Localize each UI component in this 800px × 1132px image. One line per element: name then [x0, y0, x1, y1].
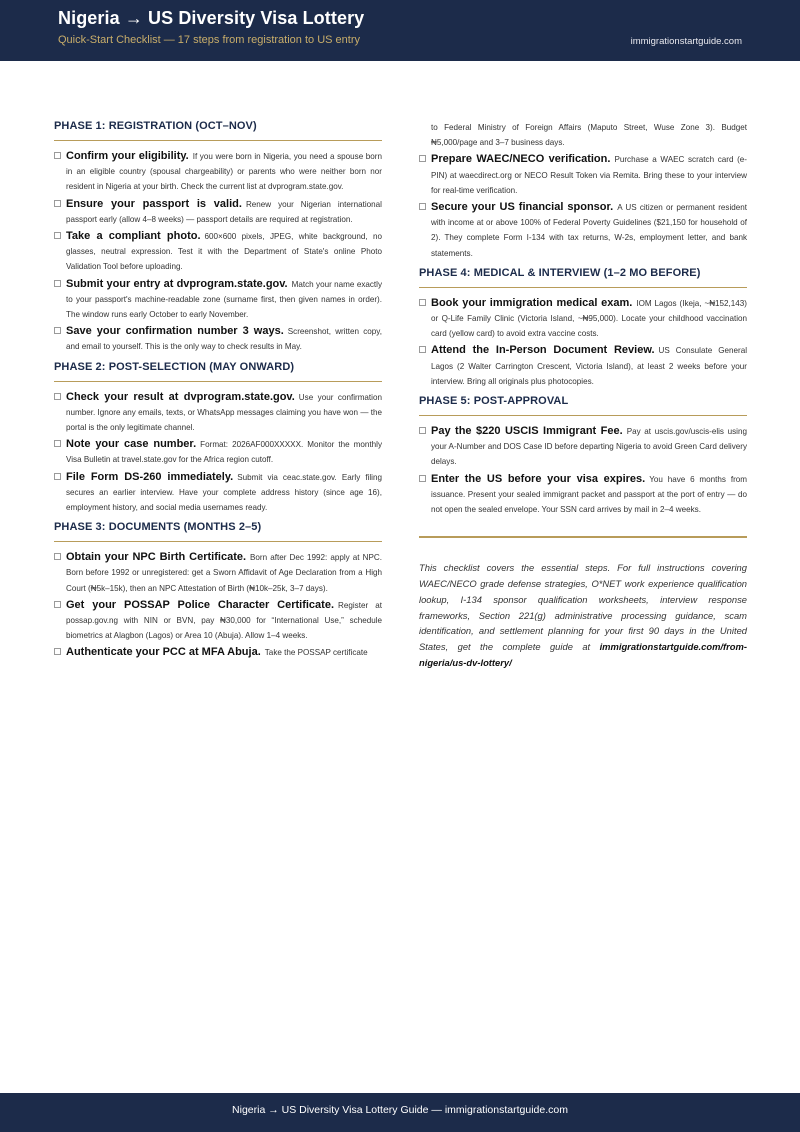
item-text: Take the POSSAP certificate	[264, 648, 368, 658]
divider	[419, 536, 747, 538]
item-title: Book your immigration medical exam.	[431, 296, 633, 309]
page-footer: Nigeria → US Diversity Visa Lottery Guide — immigrationstartguide.com	[0, 1093, 800, 1132]
checklist-item	[54, 149, 382, 195]
checklist-item	[54, 550, 382, 596]
note-text: This checklist covers the essential steps. For full instructions covering WAEC/NECO grade defense strategies, O*NET work experience qualification lookup, I-134 sponsor qualification worksheets, interview response frameworks, Section 221(g) administrative processing guidance, scam identification, and settlement planning for your first 90 days in the United States, get the complete guide at	[419, 562, 747, 653]
checkbox[interactable]	[54, 648, 61, 655]
item-text: Born after Dec 1992: apply at NPC. Born before 1992 or unregistered: get a Sworn Affidavit of Age Declaration from a High Court (₦5k–15k), then an NPC Attestation of Birth (₦10k–25k, 3–7 days).	[66, 553, 382, 593]
checklist-item	[419, 343, 747, 389]
phase-1-heading: PHASE 1: REGISTRATION (OCT–NOV)	[54, 120, 382, 141]
item-title: Take a compliant photo.	[66, 230, 201, 243]
item-text: Match your name exactly to your passport's machine-readable zone (surname first, then given names in order). The window runs early October to early November.	[66, 279, 383, 320]
checkbox[interactable]	[54, 280, 61, 287]
checklist-item	[54, 390, 382, 436]
left-column	[54, 118, 382, 663]
item-text: Register at possap.gov.ng with NIN or BVN, pay ₦30,000 for “International Use,” schedule biometrics at Alagbon (Lagos) or Area 10 (Abuja). Allow 1–4 weeks.	[66, 600, 383, 641]
site-link[interactable]: immigrationstartguide.com	[630, 36, 742, 47]
checkbox[interactable]	[54, 553, 61, 560]
checklist-item	[419, 296, 747, 342]
checkbox[interactable]	[419, 299, 426, 306]
checklist-item	[419, 200, 747, 261]
item-title: Secure your US financial sponsor.	[431, 201, 614, 214]
checklist-item	[419, 472, 747, 518]
item-text: 600×600 pixels, JPEG, white background, no glasses, neutral expression. Test it with the Department of State's online Photo Validation Tool before uploading.	[66, 232, 382, 272]
closing-note	[419, 560, 747, 671]
item-title: Get your POSSAP Police Character Certificate.	[66, 598, 335, 611]
checklist-item	[54, 437, 382, 467]
item-text: US Consulate General Lagos (2 Walter Carrington Crescent, Victoria Island), at least 2 weeks before your interview. Bring all originals plus photocopies.	[431, 346, 747, 386]
item-text: Pay at uscis.gov/uscis-elis using your A-Number and DOS Case ID before departing Nigeria to avoid Green Card delivery delays.	[431, 427, 747, 467]
item-text: Use your confirmation number. Ignore any emails, texts, or WhatsApp messages claiming you have won — the portal is the only legitimate channel.	[66, 392, 382, 433]
item-text: A US citizen or permanent resident with income at or above 100% of Federal Poverty Guidelines ($21,150 for household of 2). They complete Form I-134 with tax returns, W-2s, employment letter, and bank statements.	[431, 203, 747, 258]
checkbox[interactable]	[54, 440, 61, 447]
checklist-item	[54, 470, 382, 516]
checkbox[interactable]	[419, 475, 426, 482]
phase-3-heading: PHASE 3: DOCUMENTS (MONTHS 2–5)	[54, 521, 382, 542]
checkbox[interactable]	[54, 601, 61, 608]
item-title: Pay the $220 USCIS Immigrant Fee.	[431, 425, 623, 438]
checkbox[interactable]	[419, 427, 426, 434]
item-title: Ensure your passport is valid.	[66, 197, 242, 210]
checkbox[interactable]	[419, 155, 426, 162]
checkbox[interactable]	[54, 232, 61, 239]
checklist-item	[54, 645, 382, 660]
checkbox[interactable]	[419, 203, 426, 210]
right-column	[419, 120, 747, 671]
item-text: You have 6 months from issuance. Present your sealed immigrant packet and passport at the port of entry — do not open the sealed envelope. Your SSN card arrives by mail in 2–4 weeks.	[431, 474, 748, 515]
checkbox[interactable]	[54, 393, 61, 400]
checkbox[interactable]	[54, 327, 61, 334]
checklist-item	[54, 229, 382, 275]
item-title: Submit your entry at dvprogram.state.gov.	[66, 277, 288, 290]
item-text: IOM Lagos (Ikeja, ~₦152,143) or Q-Life Family Clinic (Victoria Island, ~₦95,000). Locate your childhood vaccination card (yellow card) to avoid extra vaccine costs.	[431, 298, 747, 339]
item-title: Attend the In-Person Document Review.	[431, 344, 655, 357]
checkbox[interactable]	[54, 152, 61, 159]
page-header	[0, 0, 800, 61]
phase-2-heading: PHASE 2: POST-SELECTION (MAY ONWARD)	[54, 361, 382, 382]
item-title: Save your confirmation number 3 ways.	[66, 325, 284, 338]
item-text: If you were born in Nigeria, you need a spouse born in an eligible country (spousal chargeability) or parents who were neither born nor resident in Nigeria at your birth. Check the current list at dvprogram.state.gov.	[66, 152, 382, 192]
item-continuation: to Federal Ministry of Foreign Affairs (Maputo Street, Wuse Zone 3). Budget ₦5,000/page and 3–7 business days.	[431, 123, 747, 148]
item-text: Renew your Nigerian international passport early (allow 4–8 weeks) — passport details are required at registration.	[66, 199, 382, 224]
checklist-item	[54, 197, 382, 227]
checkbox[interactable]	[54, 200, 61, 207]
checkbox[interactable]	[54, 473, 61, 480]
item-title: File Form DS-260 immediately.	[66, 470, 234, 483]
item-text: Purchase a WAEC scratch card (e-PIN) at waecdirect.org or NECO Result Token via Remita. Bring these to your interview for real-time verification.	[431, 155, 747, 195]
item-title: Note your case number.	[66, 438, 197, 451]
checkbox[interactable]	[419, 346, 426, 353]
item-title: Prepare WAEC/NECO verification.	[431, 153, 611, 166]
item-title: Check your result at dvprogram.state.gov.	[66, 390, 295, 403]
checklist-item	[419, 424, 747, 470]
checklist-item	[54, 324, 382, 354]
phase-4-heading: PHASE 4: MEDICAL & INTERVIEW (1–2 MO BEFORE)	[419, 267, 747, 288]
item-title: Authenticate your PCC at MFA Abuja.	[66, 646, 261, 659]
checklist-item	[419, 152, 747, 198]
page-title: Nigeria → US Diversity Visa Lottery	[58, 8, 365, 28]
item-text: Format: 2026AF000XXXXX. Monitor the monthly Visa Bulletin at travel.state.gov for the Africa region cutoff.	[66, 440, 382, 465]
page-subtitle: Quick-Start Checklist — 17 steps from registration to US entry	[58, 34, 360, 46]
guide-link[interactable]: immigrationstartguide.com/from-nigeria/us-dv-lottery/	[419, 641, 747, 669]
item-text: Submit via ceac.state.gov. Early filing secures an earlier interview. Have your complete address history (since age 16), employment history, and social media usernames ready.	[66, 472, 382, 513]
item-title: Obtain your NPC Birth Certificate.	[66, 551, 247, 564]
item-title: Enter the US before your visa expires.	[431, 472, 646, 485]
checklist-item	[54, 598, 382, 644]
item-title: Confirm your eligibility.	[66, 150, 189, 162]
item-text: Screenshot, written copy, and email to yourself. This is the only way to check results in May.	[66, 327, 383, 352]
checklist-item	[54, 277, 382, 323]
phase-5-heading: PHASE 5: POST-APPROVAL	[419, 395, 747, 416]
